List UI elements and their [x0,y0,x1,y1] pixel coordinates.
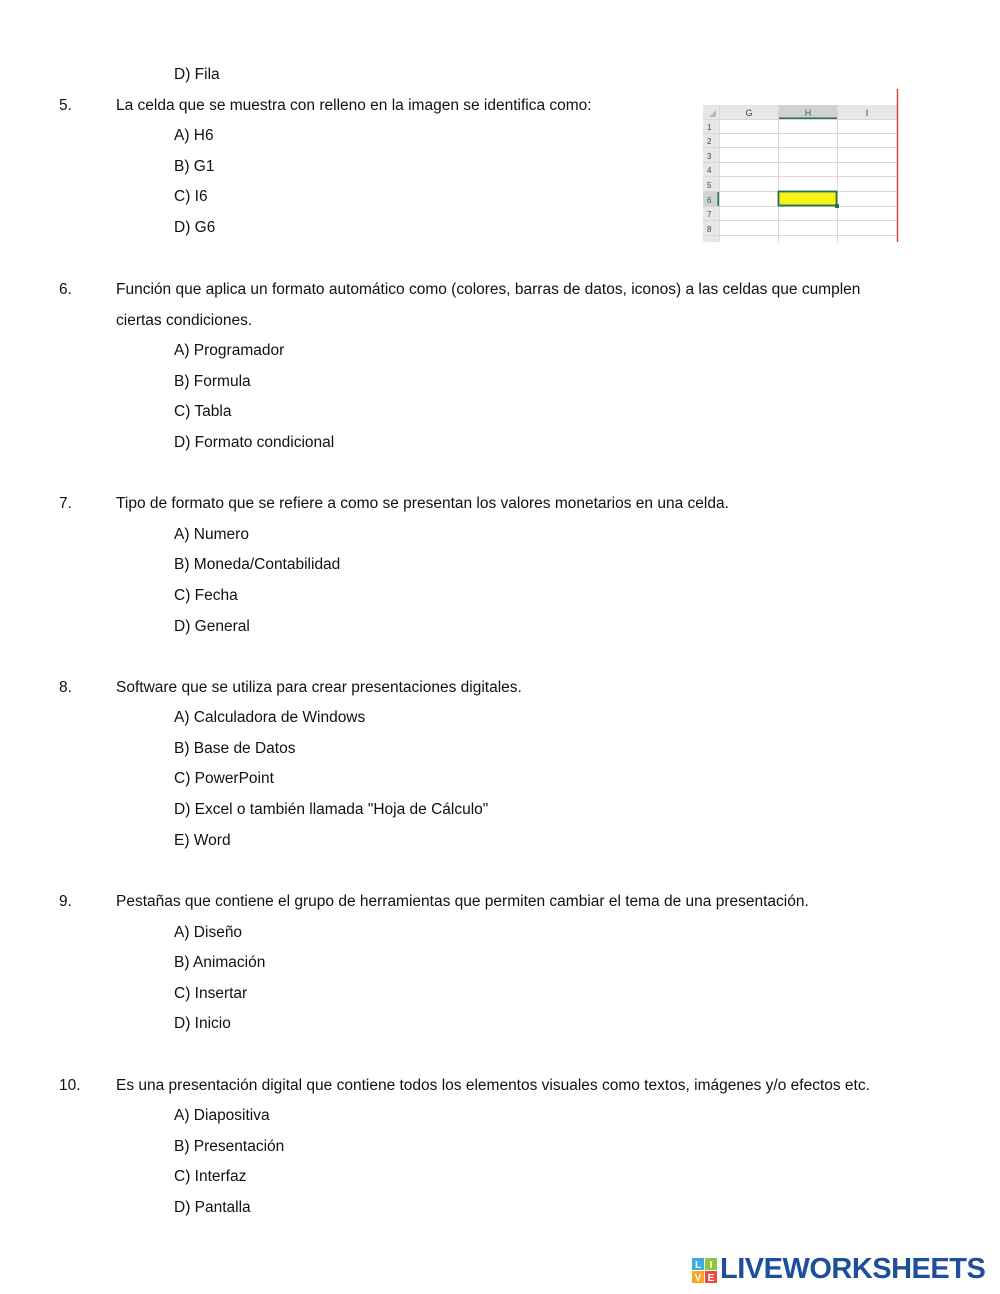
question-text: Tipo de formato que se refiere a como se presentan los valores monetarios en una celda. [116,495,729,512]
option-prev-d[interactable]: D) Fila [174,66,220,83]
option-e[interactable]: E) Word [174,832,231,849]
liveworksheets-logo-icon [692,1258,718,1284]
brand-name: LIVEWORKSHEETS [720,1253,986,1285]
option-b[interactable]: B) Base de Datos [174,740,296,757]
question-number: 5. [59,97,72,114]
svg-text:V: V [694,1273,702,1284]
question-text: La celda que se muestra con relleno en la imagen se identifica como: [116,97,592,114]
option-a[interactable]: A) Calculadora de Windows [174,709,366,726]
option-d[interactable]: D) G6 [174,219,216,236]
row-label: 8 [707,225,712,234]
option-a[interactable]: A) Diapositiva [174,1107,270,1124]
row-label: 6 [707,196,712,205]
question-number: 8. [59,679,72,696]
question-number: 6. [59,281,72,298]
option-b[interactable]: B) Animación [174,954,266,971]
selected-cell-fill [778,191,837,206]
question-text-continued: ciertas condiciones. [116,312,253,329]
option-d[interactable]: D) Inicio [174,1015,231,1032]
option-c[interactable]: C) PowerPoint [174,770,274,787]
liveworksheets-brand [692,1255,990,1285]
option-c[interactable]: C) Insertar [174,985,248,1002]
option-d[interactable]: D) General [174,618,250,635]
row-label: 7 [707,210,712,219]
option-a[interactable]: A) Numero [174,526,249,543]
option-a[interactable]: A) Diseño [174,924,243,941]
column-label: I [865,108,869,118]
spreadsheet-image [703,89,899,242]
question-number: 9. [59,893,72,910]
option-c[interactable]: C) Interfaz [174,1168,247,1185]
option-a[interactable]: A) Programador [174,342,285,359]
option-b[interactable]: B) Moneda/Contabilidad [174,556,341,573]
option-c[interactable]: C) I6 [174,188,208,205]
row-label: 5 [707,181,712,190]
question-number: 10. [59,1077,81,1094]
row-label: 2 [707,137,712,146]
option-c[interactable]: C) Tabla [174,403,232,420]
question-text: Función que aplica un formato automático como (colores, barras de datos, iconos) a las celdas que cumplen [116,281,861,298]
column-label: G [745,108,753,118]
option-d[interactable]: D) Pantalla [174,1199,251,1216]
row-label: 3 [707,152,712,161]
question-text: Es una presentación digital que contiene todos los elementos visuales como textos, imágenes y/o efectos etc. [116,1077,870,1094]
svg-text:L: L [694,1260,702,1271]
option-b[interactable]: B) Presentación [174,1138,285,1155]
option-a[interactable]: A) H6 [174,127,214,144]
row-label: 4 [707,166,712,175]
option-d[interactable]: D) Excel o también llamada "Hoja de Cálculo" [174,801,489,818]
question-text: Software que se utiliza para crear presentaciones digitales. [116,679,522,696]
question-text: Pestañas que contiene el grupo de herramientas que permiten cambiar el tema de una presentación. [116,893,809,910]
column-label: H [804,108,812,118]
option-b[interactable]: B) G1 [174,158,215,175]
question-number: 7. [59,495,72,512]
option-d[interactable]: D) Formato condicional [174,434,335,451]
svg-text:E: E [707,1273,715,1284]
svg-text:I: I [709,1260,713,1271]
row-label: 1 [707,123,712,132]
option-c[interactable]: C) Fecha [174,587,238,604]
option-b[interactable]: B) Formula [174,373,251,390]
